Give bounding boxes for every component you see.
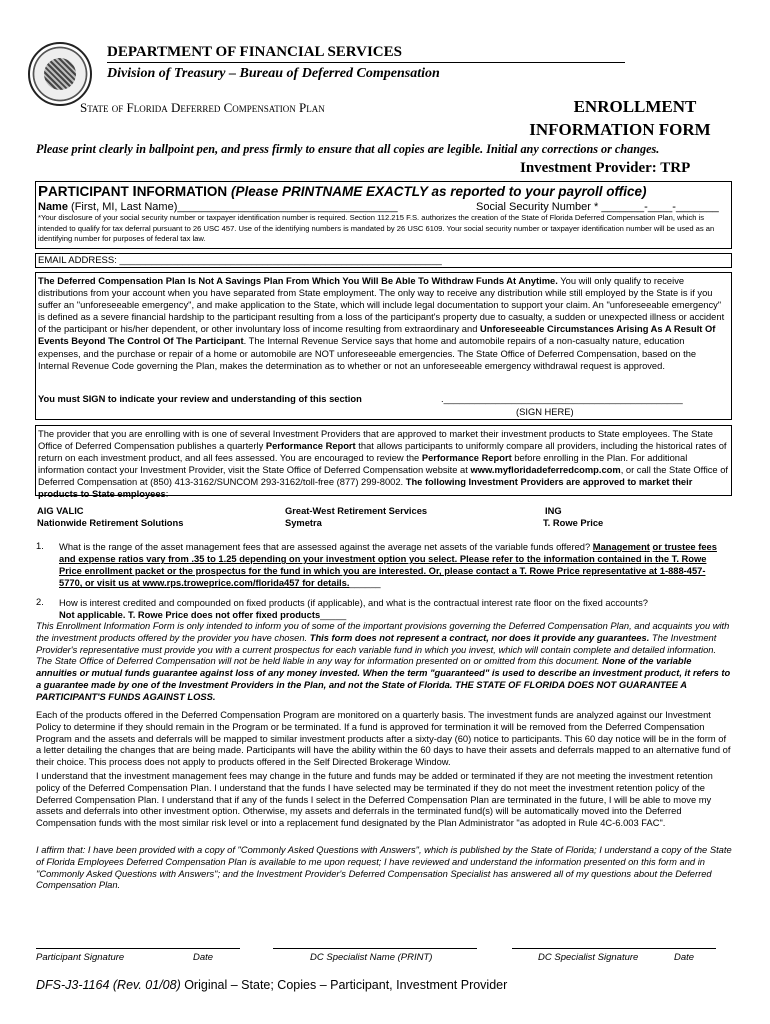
participant-signature-label: Participant Signature [36,952,125,963]
website-link: www.myfloridadeferredcomp.com [470,465,621,476]
provider-name: AIG VALIC [37,506,84,516]
form-title-line2: INFORMATION FORM [529,120,711,139]
disclaimer-paragraph: This Enrollment Information Form is only intended to inform you of some of the important provisions governing the Deferred Compensation Plan, and acquaints you with the investment products offered by the provider you have chosen. This form does not represent a contract, nor does it provide any guarantees. The Investment Provider's representative must provide you with a current prospectus for each variable fund in which you invest, which will contain complete and detailed information. The State Office of Deferred Compensation will not be held liable in any way for information presented on or omitted from this document. None of the variable annuities or mutual funds guarantee against loss of any money invested. When the term "guaranteed" is used to describe an investment product, it refers to a guarantee made by one of the Investment Providers in the Plan, and not the State of Florida. THE STATE OF FLORIDA DOES NOT GUARANTEE A PARTICIPANT'S FUNDS AGAINST LOSS. [36,621,731,702]
sign-instruction: You must SIGN to indicate your review and understanding of this section [38,394,362,404]
sign-here-line[interactable]: .______________________________________________ [441,394,683,404]
participant-information-section [35,181,732,249]
ssn-field[interactable]: Social Security Number * _______-____-_______ [476,201,719,213]
provider-name: T. Rowe Price [543,518,604,528]
approved-providers-list [37,505,727,531]
savings-plan-notice [35,272,732,420]
specialist-name-line[interactable] [273,948,477,949]
plan-name: State of Florida Deferred Compensation Plan [80,100,325,115]
provider-name: ING [545,506,562,516]
department-title: DEPARTMENT OF FINANCIAL SERVICES [107,44,402,60]
savings-notice-text: The Deferred Compensation Plan Is Not A Savings Plan From Which You Will Be Able To Withdraw Funds At Anytime. You will only qualify to receive distributions from your account when you have separated from State employment. The only way to receive any distribution while still employed by the State is if you suffer an "unforeseeable emergency", and make application to the State, which will include legal documentation to support your claim. An "unforeseeable emergency" is defined as a severe financial hardship to the participant resulting from a loss of the participant's property due to casualty, a sudden or unexpected illness or accident of the participant or his/her dependent, or other involuntary loss of income resulting from extraordinary and Unforeseeable Circumstances Arising As A Result Of Events Beyond The Control Of The Participant. The Internal Revenue Service says that home and automobile repairs of a non-casualty nature, education expenses, and the purchase or repair of a home or automobile are NOT unforeseeable emergencies. The State Office of Deferred Compensation, based on the Internal Revenue Code governing the Plan, makes the determination as to whether or not an unforeseeable emergency withdrawal request is approved. [38,276,725,371]
name-field[interactable]: Name (First, MI, Last Name)____________________________________ [38,201,398,213]
specialist-signature-label: DC Specialist Signature [538,952,639,963]
date-label: Date [674,952,695,963]
fee-acknowledgement-paragraph: I understand that the investment management fees may change in the future and funds may be added or terminated if they are not meeting the investment retention policy of the Deferred Compensation Plan. I understand that the funds I have selected may be terminated if they do not meet the investment retention policy of the Deferred Compensation Plan. I understand that if any of the funds I select in the Deferred Compensation Plan are terminated in the future, I will be able to move my assets and deferrals into other investment option. Otherwise, my assets and deferrals in the terminated fund(s) will be automatically moved into the Deferred Compensation funds with the most similar risk level or into a replacement fund designated by the Plan Administrator "as adopted in Rule 4C-6.003 FAC". [36,771,713,829]
question-number: 2. [36,597,44,607]
provider-name: Nationwide Retirement Solutions [37,518,184,528]
participant-section-title: PARTICIPANT INFORMATION (Please PRINTNAME EXACTLY as reported to your payroll office) [38,183,647,200]
print-instruction: Please print clearly in ballpoint pen, and press firmly to ensure that all copies are legible. Initial any corrections or changes. [36,142,660,156]
division-subtitle: Division of Treasury – Bureau of Deferred Compensation [107,66,440,81]
question-2: How is interest credited and compounded on fixed products (if applicable), and what is the contractual interest rate floor on the fixed accounts? Not applicable. T. Rowe Price does not offer fixed products_____ [59,598,648,620]
specialist-name-label: DC Specialist Name (PRINT) [310,952,433,963]
provider-name: Symetra [285,518,322,528]
fund-monitoring-paragraph: Each of the products offered in the Deferred Compensation Program are monitored on a quarterly basis. The investment funds are analyzed against our Investment Policy to determine if they should remain in the Program or be terminated. If a fund is approved for termination it will be removed from the Deferred Compensation Program and the assets and deferrals will be mapped to similar investment products after a sixty-day (60) notice to participants. This 60 day notice will be in the form of a letter detailing the changes that are being made. Participants will have the ability within the 60 days to have their assets and deferrals mapped to an alternative fund of their choice. This process does not apply to products offered in the Self Directed Brokerage Window. [36,710,731,768]
form-title-line1: ENROLLMENT [573,97,697,116]
provider-name: Great-West Retirement Services [285,506,428,516]
investment-provider: Investment Provider: TRP [520,160,691,176]
question-number: 1. [36,541,44,551]
question-1: What is the range of the asset management fees that are assessed against the average net assets of the variable funds offered? Management or trustee fees and expense ratios vary from .35 to 1.25 depending on your investment option you select. Please refer to the information contained in the T. Rowe Price enrollment packet or the prospectus for the fund in which you are interested. Or, please contact a T. Rowe Price representative at 1-888-457-5770, or visit us at www.rps.troweprice.com/florida457 for details.______ [59,542,717,588]
florida-seal-logo [28,42,92,106]
participant-signature-line[interactable] [36,948,240,949]
specialist-signature-line[interactable] [512,948,716,949]
ssn-disclosure: *Your disclosure of your social security number or taxpayer identification number is required. Section 112.215 F.S. authorizes the creation of the State of Florida Deferred Compensation Plan, which is intended to qualify for tax deferral pursuant to 26 USC 457. Use of the identifying numbers is mandated by 26 USC 6109. Your social security number or taxpayer identification number will be used as an identifying number for purposes of federal tax law. [38,213,715,243]
date-label: Date [193,952,214,963]
email-field[interactable]: EMAIL ADDRESS: _____________________________________________________________ [35,253,732,268]
header-divider [107,62,625,63]
provider-notice: The provider that you are enrolling with is one of several Investment Providers that are approved to market their investment products to State employees. The State Office of Deferred Compensation publishes a quarterly Performance Report that allows participants to uniformly compare all providers, including the historical rates of return on each investment product, and all fees assessed. You are encouraged to review the Performance Report before enrolling in the Plan. For additional information contact your Investment Provider, visit the State Office of Deferred Compensation website at www.myfloridadeferredcomp.com, or call the State Office of Deferred Compensation at (850) 413-3162/SUNCOM 293-3162/toll-free (877) 299-8002. The following Investment Providers are approved to market their products to State employees: [35,425,732,496]
sign-here-label: (SIGN HERE) [516,407,574,417]
form-footer: DFS-J3-1164 (Rev. 01/08) Original – State; Copies – Participant, Investment Provider [36,978,508,992]
affirmation-paragraph: I affirm that: I have been provided with a copy of "Commonly Asked Questions with Answers", which is published by the State of Florida; I understand a copy of the State of Florida Employees Deferred Compensation Plan is available to me upon request; I have reviewed and understand the information presented on this form and in "Commonly Asked Questions with Answers"; and the Investment Provider's Deferred Compensation Specialist has answered all of my questions about the Deferred Compensation Plan. [36,845,732,891]
